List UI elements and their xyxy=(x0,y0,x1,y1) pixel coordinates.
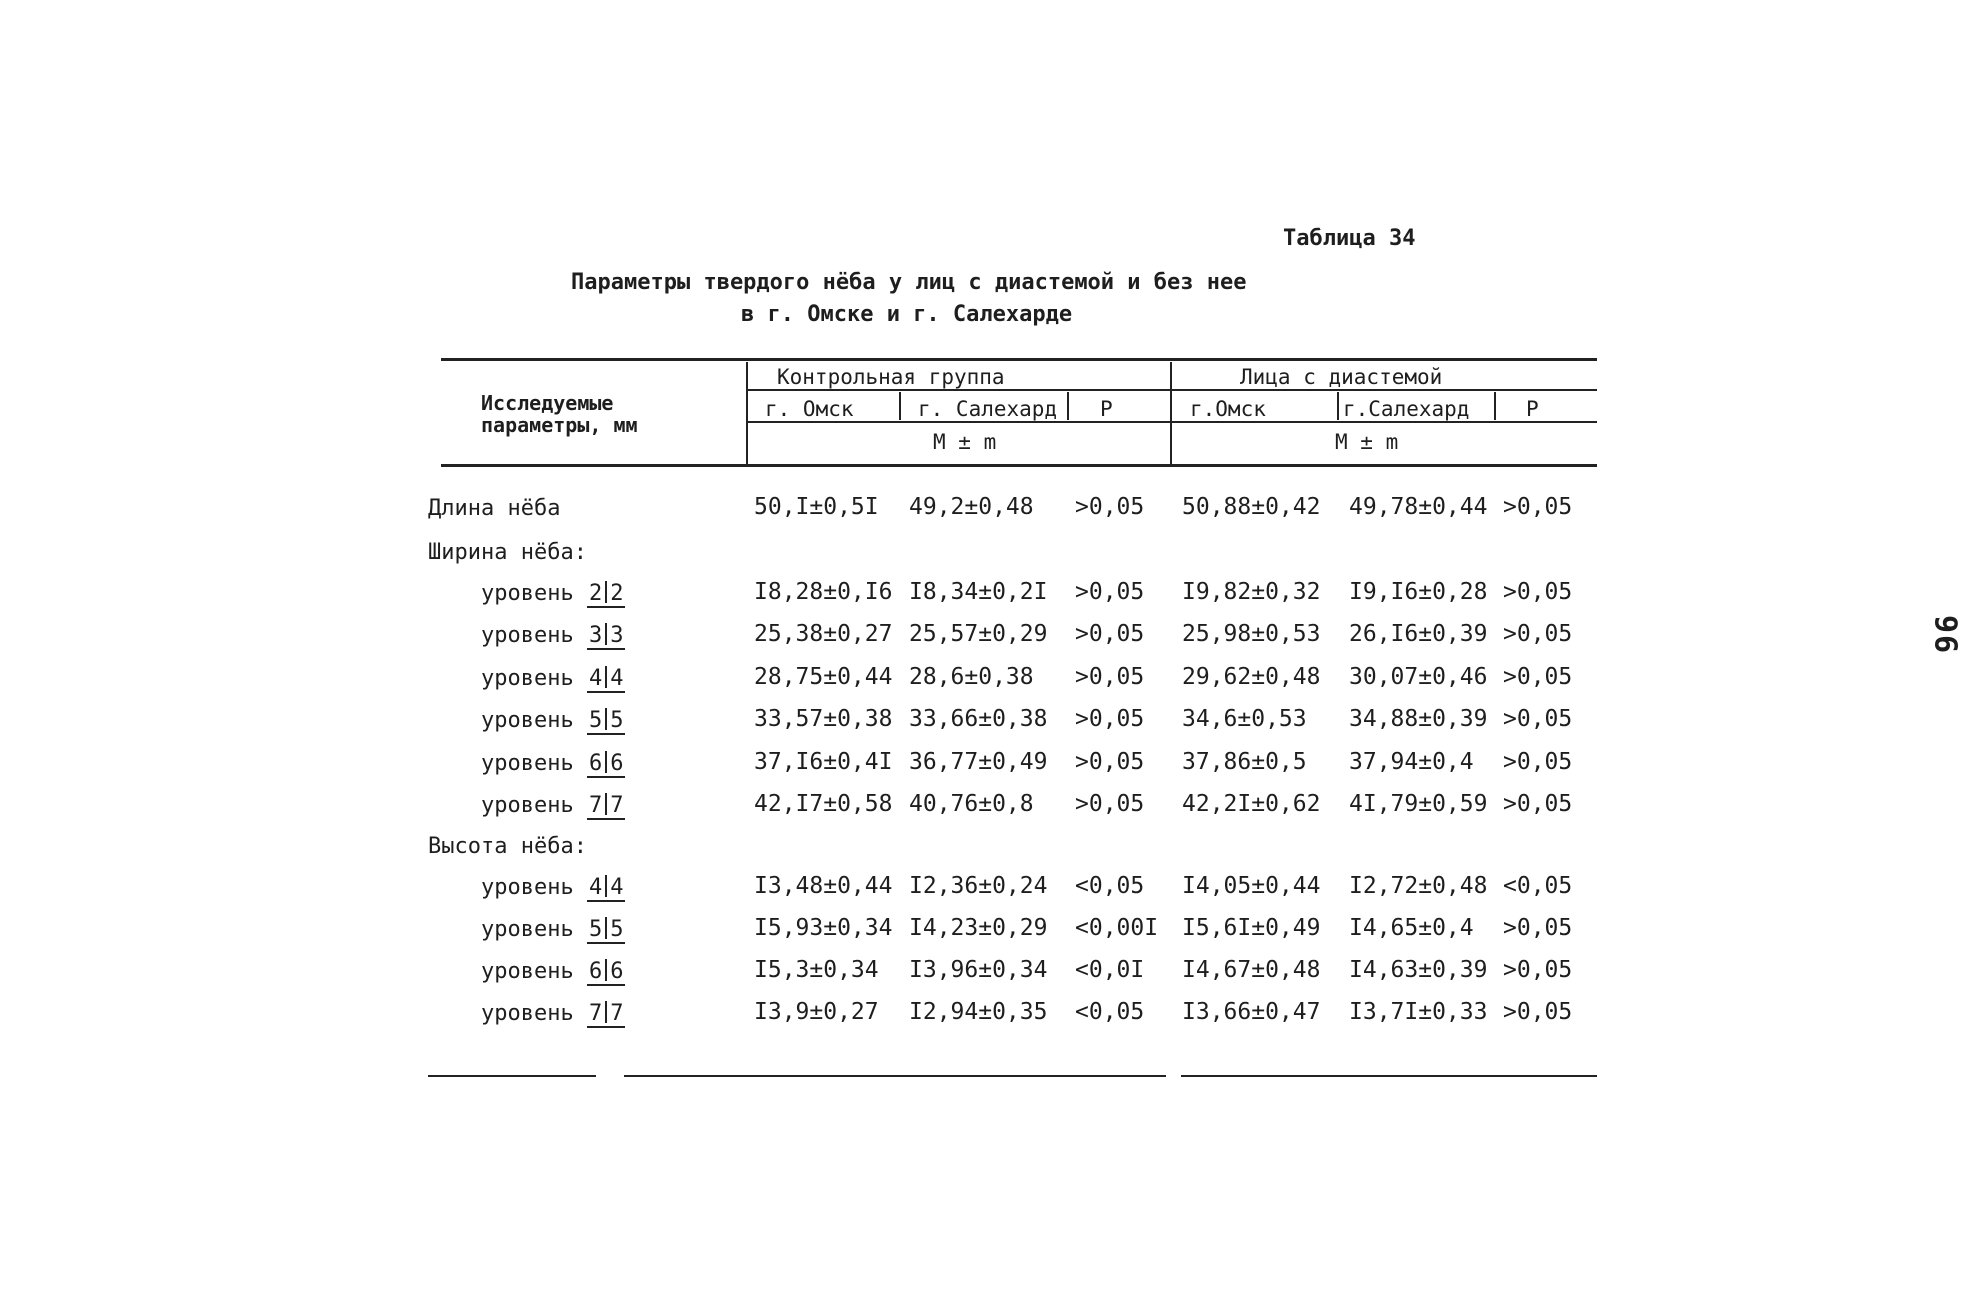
table-bottom-rule-1 xyxy=(428,1075,596,1077)
cell-value: I5,3±0,34 xyxy=(754,957,879,983)
cell-value: 36,77±0,49 xyxy=(909,749,1048,775)
cell-value: I9,82±0,32 xyxy=(1182,579,1321,605)
cell-p-value: <0,0I xyxy=(1075,957,1145,983)
row-label-width-2 xyxy=(481,581,625,606)
cell-p-value: >0,05 xyxy=(1075,664,1145,690)
row-label-height-5 xyxy=(481,917,625,942)
header-omsk-diastema: г.Омск xyxy=(1190,397,1266,421)
table-top-rule xyxy=(441,358,1597,361)
tooth-level-marker: 4 4 xyxy=(588,875,624,900)
row-label-width-6 xyxy=(481,751,625,776)
table-title-line-2: в г. Омске и г. Салехарде xyxy=(741,302,1073,327)
cell-p-value: >0,05 xyxy=(1503,706,1573,732)
cell-p-value: >0,05 xyxy=(1075,706,1145,732)
cell-value: I4,67±0,48 xyxy=(1182,957,1321,983)
header-parameters-line-2: параметры, мм xyxy=(481,413,638,437)
cell-value: I3,7I±0,33 xyxy=(1349,999,1488,1025)
cell-value: I8,34±0,2I xyxy=(909,579,1048,605)
table-bottom-rule-2 xyxy=(624,1075,1166,1077)
cell-value: I3,48±0,44 xyxy=(754,873,893,899)
row-label-text: уровень xyxy=(481,793,574,818)
header-control-group: Контрольная группа xyxy=(777,365,1005,389)
row-label-text: уровень xyxy=(481,875,574,900)
row-label-text: уровень xyxy=(481,917,574,942)
cell-value: 42,2I±0,62 xyxy=(1182,791,1321,817)
tooth-level-marker: 7 7 xyxy=(588,1001,624,1026)
cell-length-p-control: >0,05 xyxy=(1075,494,1145,520)
cell-value: 33,66±0,38 xyxy=(909,706,1048,732)
header-stat-diastema: М ± m xyxy=(1335,430,1399,454)
tooth-level-marker: 3 3 xyxy=(588,623,624,648)
row-label-text: уровень xyxy=(481,959,574,984)
header-divider-p-2 xyxy=(1494,392,1496,420)
table-label: Таблица 34 xyxy=(1283,226,1416,251)
cell-p-value: >0,05 xyxy=(1503,579,1573,605)
cell-p-value: >0,05 xyxy=(1503,999,1573,1025)
header-diastema-group: Лица с диастемой xyxy=(1240,365,1443,389)
row-label-text: уровень xyxy=(481,623,574,648)
cell-p-value: >0,05 xyxy=(1503,957,1573,983)
cell-p-value: >0,05 xyxy=(1503,915,1573,941)
tooth-level-marker: 5 5 xyxy=(588,708,624,733)
cell-value: I4,63±0,39 xyxy=(1349,957,1488,983)
cell-value: 28,75±0,44 xyxy=(754,664,893,690)
tooth-level-marker: 6 6 xyxy=(588,751,624,776)
cell-value: 28,6±0,38 xyxy=(909,664,1034,690)
cell-value: I9,I6±0,28 xyxy=(1349,579,1488,605)
cell-value: 4I,79±0,59 xyxy=(1349,791,1488,817)
cell-p-value: >0,05 xyxy=(1075,579,1145,605)
header-bottom-rule xyxy=(441,464,1597,467)
row-label-text: уровень xyxy=(481,1001,574,1026)
cell-p-value: >0,05 xyxy=(1075,791,1145,817)
cell-value: 40,76±0,8 xyxy=(909,791,1034,817)
tooth-level-marker: 5 5 xyxy=(588,917,624,942)
header-divider-salekhard-1 xyxy=(899,392,901,420)
cell-value: I3,66±0,47 xyxy=(1182,999,1321,1025)
cell-length-omsk-diastema: 50,88±0,42 xyxy=(1182,494,1321,520)
row-label-text: уровень xyxy=(481,708,574,733)
cell-value: I2,94±0,35 xyxy=(909,999,1048,1025)
cell-value: 37,94±0,4 xyxy=(1349,749,1474,775)
section-height-label: Высота нёба: xyxy=(428,834,587,859)
section-width-label: Ширина нёба: xyxy=(428,540,587,565)
cell-value: 26,I6±0,39 xyxy=(1349,621,1488,647)
cell-value: 33,57±0,38 xyxy=(754,706,893,732)
header-p-diastema: Р xyxy=(1526,397,1539,421)
cell-value: 34,88±0,39 xyxy=(1349,706,1488,732)
row-label-text: уровень xyxy=(481,581,574,606)
row-label-text: уровень xyxy=(481,666,574,691)
row-label-text: уровень xyxy=(481,751,574,776)
row-label-length: Длина нёба xyxy=(428,496,561,521)
cell-p-value: >0,05 xyxy=(1075,621,1145,647)
header-salekhard-control: г. Салехард xyxy=(918,397,1058,421)
cell-value: 34,6±0,53 xyxy=(1182,706,1307,732)
row-label-height-4 xyxy=(481,875,625,900)
cell-value: I4,23±0,29 xyxy=(909,915,1048,941)
header-omsk-control: г. Омск xyxy=(765,397,854,421)
cell-value: 30,07±0,46 xyxy=(1349,664,1488,690)
header-divider-groups xyxy=(1170,362,1172,464)
cell-p-value: <0,05 xyxy=(1503,873,1573,899)
cell-length-omsk-control: 50,I±0,5I xyxy=(754,494,879,520)
cell-value: 25,38±0,27 xyxy=(754,621,893,647)
cell-value: 25,57±0,29 xyxy=(909,621,1048,647)
cell-value: 37,86±0,5 xyxy=(1182,749,1307,775)
cell-value: 37,I6±0,4I xyxy=(754,749,893,775)
cell-value: I4,05±0,44 xyxy=(1182,873,1321,899)
row-label-width-5 xyxy=(481,708,625,733)
tooth-level-marker: 7 7 xyxy=(588,793,624,818)
header-p-control: Р xyxy=(1100,397,1113,421)
cell-p-value: <0,05 xyxy=(1075,873,1145,899)
cell-value: I3,9±0,27 xyxy=(754,999,879,1025)
tooth-level-marker: 2 2 xyxy=(588,581,624,606)
cell-value: 29,62±0,48 xyxy=(1182,664,1321,690)
cell-value: I4,65±0,4 xyxy=(1349,915,1474,941)
cell-p-value: >0,05 xyxy=(1503,791,1573,817)
tooth-level-marker: 6 6 xyxy=(588,959,624,984)
header-divider-salekhard-2 xyxy=(1337,392,1339,420)
header-divider-param xyxy=(746,362,748,464)
cell-value: I3,96±0,34 xyxy=(909,957,1048,983)
cell-p-value: >0,05 xyxy=(1503,664,1573,690)
header-stat-control: М ± m xyxy=(933,430,997,454)
header-parameters-line-1: Исследуемые xyxy=(481,391,614,415)
page-number: 96 xyxy=(1927,614,1963,656)
row-label-height-6 xyxy=(481,959,625,984)
cell-value: 25,98±0,53 xyxy=(1182,621,1321,647)
header-salekhard-diastema: г.Салехард xyxy=(1343,397,1470,421)
row-label-width-7 xyxy=(481,793,625,818)
cell-value: I5,6I±0,49 xyxy=(1182,915,1321,941)
cell-p-value: >0,05 xyxy=(1503,621,1573,647)
cell-p-value: <0,00I xyxy=(1075,915,1159,941)
tooth-level-marker: 4 4 xyxy=(588,666,624,691)
cell-length-salekhard-control: 49,2±0,48 xyxy=(909,494,1034,520)
header-parameters xyxy=(481,392,638,436)
header-divider-p-1 xyxy=(1067,392,1069,420)
cell-value: 42,I7±0,58 xyxy=(754,791,893,817)
cell-length-salekhard-diastema: 49,78±0,44 xyxy=(1349,494,1488,520)
row-label-height-7 xyxy=(481,1001,625,1026)
cell-p-value: >0,05 xyxy=(1503,749,1573,775)
cell-value: I2,36±0,24 xyxy=(909,873,1048,899)
cell-length-p-diastema: >0,05 xyxy=(1503,494,1573,520)
cell-value: I5,93±0,34 xyxy=(754,915,893,941)
table-title-line-1: Параметры твердого нёба у лиц с диастемой и без нее xyxy=(571,270,1247,295)
cell-value: I2,72±0,48 xyxy=(1349,873,1488,899)
table-bottom-rule-3 xyxy=(1181,1075,1597,1077)
row-label-width-3 xyxy=(481,623,625,648)
cell-p-value: <0,05 xyxy=(1075,999,1145,1025)
row-label-width-4 xyxy=(481,666,625,691)
cell-value: I8,28±0,I6 xyxy=(754,579,893,605)
cell-p-value: >0,05 xyxy=(1075,749,1145,775)
